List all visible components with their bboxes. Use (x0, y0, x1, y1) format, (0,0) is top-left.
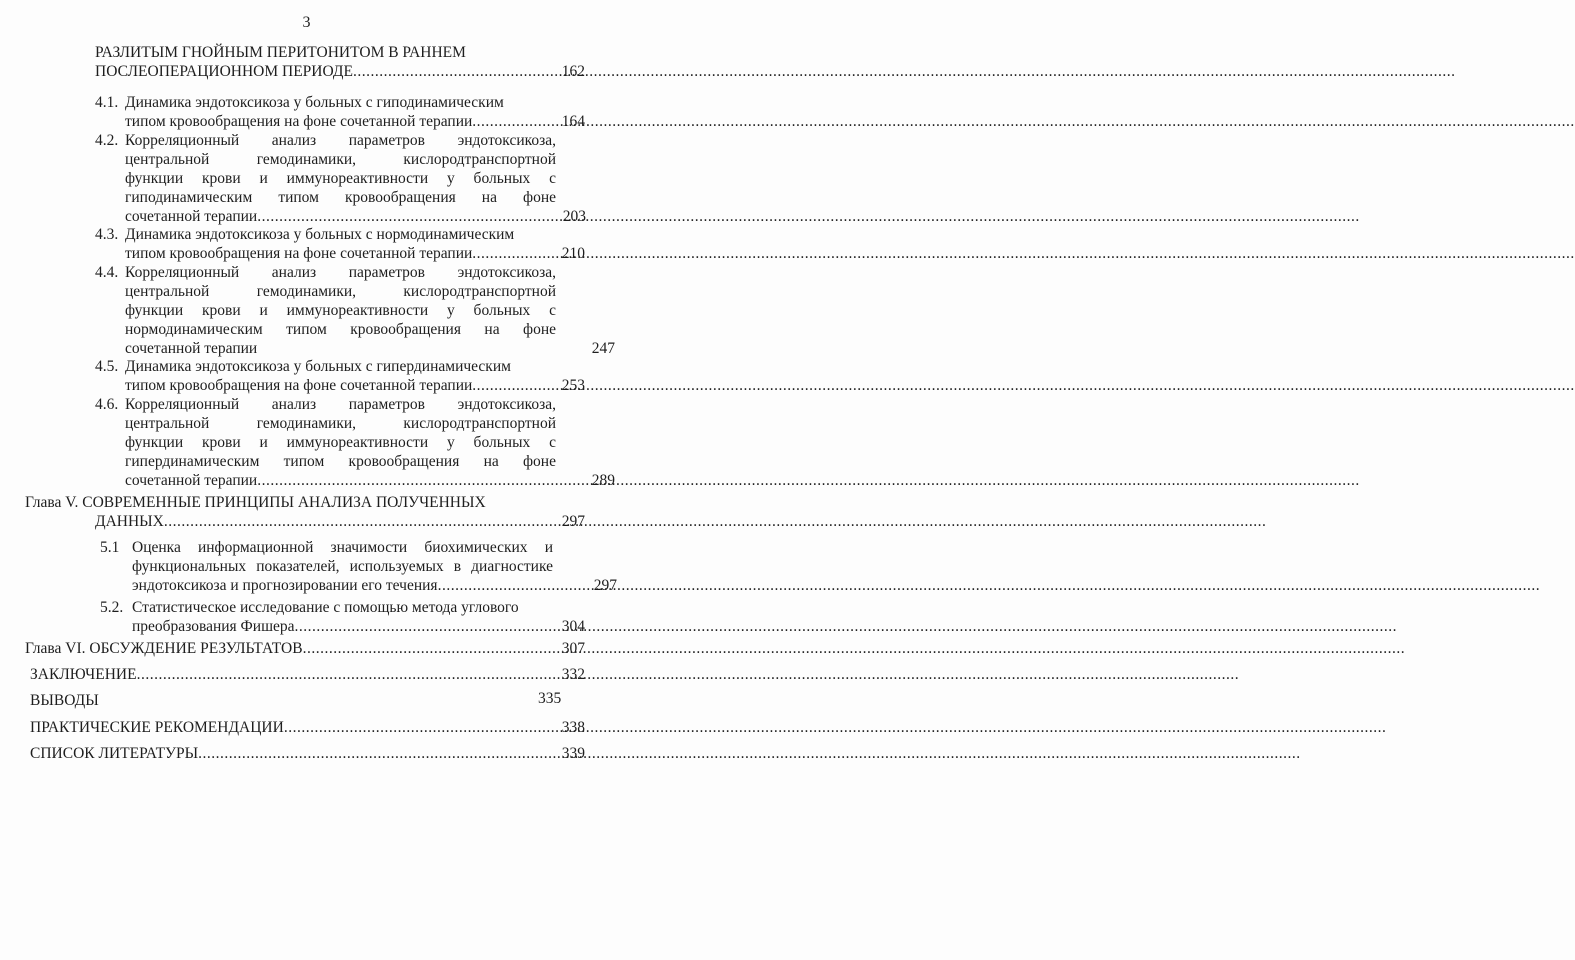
toc-section-number: 4.3. (95, 226, 119, 243)
toc-entry-chapter-5[interactable] (25, 493, 585, 531)
toc-entry-text: ПОСЛЕОПЕРАЦИОННОМ ПЕРИОДЕ (95, 63, 353, 80)
toc-entry-text: СПИСОК ЛИТЕРАТУРЫ (30, 745, 199, 762)
toc-line (30, 744, 585, 763)
toc-section-number: 4.4. (95, 264, 119, 281)
toc-line (95, 112, 585, 131)
toc-entry-text: преобразования Фишера (132, 618, 295, 635)
toc-entry-text: РАЗЛИТЫМ ГНОЙНЫМ ПЕРИТОНИТОМ В РАННЕМ (95, 44, 466, 61)
toc-entry-text: сочетанной терапии (125, 340, 258, 357)
toc-entry-chapter-4-tail[interactable] (95, 43, 585, 81)
toc-page-number: 307 (561, 640, 585, 657)
toc-entry-section-4-5[interactable] (95, 357, 585, 395)
toc-entry-text: гипердинамическим типом кровообращения на фоне (125, 453, 556, 470)
toc-leader-dots (295, 617, 561, 636)
toc-entry-section-4-3[interactable] (95, 225, 585, 263)
toc-line (25, 639, 585, 658)
toc-section-number: 5.2. (100, 599, 124, 616)
toc-leader-dots (438, 576, 593, 595)
toc-line (95, 131, 556, 150)
toc-leader-dots (353, 62, 561, 81)
toc-line (100, 538, 553, 557)
toc-line (100, 576, 617, 595)
toc-entry-text: эндотоксикоза и прогнозировании его течения (132, 577, 438, 594)
toc-entry-text: центральной гемодинамики, кислородтранспортной (125, 151, 556, 168)
toc-line (25, 512, 585, 531)
toc-leader-dots (257, 207, 562, 226)
toc-page-number: 335 (538, 690, 562, 707)
toc-entry-text: ВЫВОДЫ (30, 692, 99, 709)
toc-entry-text: ПРАКТИЧЕСКИЕ РЕКОМЕНДАЦИИ (30, 719, 284, 736)
toc-entry-text: Глава VI. ОБСУЖДЕНИЕ РЕЗУЛЬТАТОВ (25, 640, 303, 657)
toc-page-number: 332 (561, 666, 585, 683)
toc-page-number: 289 (591, 472, 615, 489)
toc-page-number: 304 (561, 618, 585, 635)
toc-entry-text: функции крови и иммунореактивности у больных с (125, 170, 556, 187)
toc-entry-text: Динамика эндотоксикоза у больных с нормодинамическим (125, 226, 515, 243)
toc-section-number: 4.5. (95, 358, 119, 375)
toc-entry-section-4-1[interactable] (95, 93, 585, 131)
toc-entry-text: сочетанной терапии (125, 208, 258, 225)
toc-line (95, 357, 585, 376)
toc-page-number: 297 (561, 513, 585, 530)
toc-entry-text: Корреляционный анализ параметров эндотоксикоза, (125, 132, 556, 149)
toc-page-number: 210 (561, 245, 585, 262)
toc-entry-text: центральной гемодинамики, кислородтранспортной (125, 283, 556, 300)
toc-entry-findings[interactable] (30, 691, 585, 710)
toc-leader-dots (303, 639, 561, 658)
toc-entry-text: сочетанной терапии (125, 472, 258, 489)
toc-line (95, 244, 585, 263)
toc-entry-section-5-2[interactable] (100, 598, 585, 636)
toc-leader-dots (472, 112, 560, 131)
toc-leader-dots (137, 665, 561, 684)
toc-entry-text: Динамика эндотоксикоза у больных с гипердинамическим (125, 358, 511, 375)
toc-entry-section-4-2[interactable] (95, 131, 586, 226)
toc-entry-references[interactable] (30, 744, 585, 763)
toc-leader-dots (164, 512, 561, 531)
toc-entry-text: центральной гемодинамики, кислородтранспортной (125, 415, 556, 432)
toc-entry-text: Динамика эндотоксикоза у больных с гиподинамическим (125, 94, 504, 111)
toc-line (30, 665, 585, 684)
toc-line (95, 43, 585, 62)
toc-entry-text: Корреляционный анализ параметров эндотоксикоза, (125, 396, 556, 413)
toc-section-number: 5.1 (100, 539, 120, 556)
toc-section-number: 4.2. (95, 132, 119, 149)
toc-leader-dots (472, 244, 560, 263)
toc-line (95, 62, 585, 81)
toc-page-number: 253 (561, 377, 585, 394)
toc-line (95, 471, 615, 490)
toc-entry-text: гиподинамическим типом кровообращения на фоне (125, 189, 556, 206)
toc-entry-text: Оценка информационной значимости биохимических и (132, 539, 553, 556)
toc-leader-dots (472, 376, 560, 395)
toc-entry-text: типом кровообращения на фоне сочетанной терапии (125, 377, 473, 394)
toc-page-number: 297 (593, 577, 617, 594)
toc-line (95, 376, 585, 395)
toc-page-number: 162 (561, 63, 585, 80)
toc-entry-text: Корреляционный анализ параметров эндотоксикоза, (125, 264, 556, 281)
toc-entry-text: функции крови и иммунореактивности у больных с (125, 302, 556, 319)
toc-entry-text: ЗАКЛЮЧЕНИЕ (30, 666, 137, 683)
toc-section-number: 4.6. (95, 396, 119, 413)
toc-section-number: 4.1. (95, 94, 119, 111)
toc-entry-chapter-6[interactable] (25, 639, 585, 658)
toc-line (95, 225, 585, 244)
toc-line (100, 598, 585, 617)
toc-page-number: 339 (561, 745, 585, 762)
toc-page-number: 164 (561, 113, 585, 130)
toc-page-number: 203 (562, 208, 586, 225)
toc-line (25, 493, 585, 512)
toc-line (30, 718, 585, 737)
toc-entry-section-4-6[interactable] (95, 395, 615, 490)
toc-leader-dots (257, 471, 591, 490)
toc-entry-text: типом кровообращения на фоне сочетанной терапии (125, 113, 473, 130)
toc-entry-section-4-4[interactable] (95, 263, 615, 358)
toc-entry-practical-recommendations[interactable] (30, 718, 585, 737)
toc-leader-dots (284, 718, 561, 737)
toc-entry-text: ДАННЫХ (95, 513, 164, 530)
page-number: 3 (302, 14, 311, 31)
toc-entry-text: Статистическое исследование с помощью метода углового (132, 599, 519, 616)
toc-line (95, 207, 586, 226)
toc-page-number: 338 (561, 719, 585, 736)
toc-page-number: 247 (591, 340, 615, 357)
toc-entry-text: типом кровообращения на фоне сочетанной терапии (125, 245, 473, 262)
toc-entry-section-5-1[interactable] (100, 538, 617, 595)
toc-line (95, 395, 556, 414)
toc-entry-text: нормодинамическим типом кровообращения на фоне (125, 321, 556, 338)
toc-leader-dots (198, 744, 561, 763)
toc-entry-text: функциональных показателей, используемых в диагностике (132, 558, 553, 575)
toc-entry-conclusion[interactable] (30, 665, 585, 684)
toc-line (100, 617, 585, 636)
toc-entry-text: Глава V. СОВРЕМЕННЫЕ ПРИНЦИПЫ АНАЛИЗА ПОЛУЧЕННЫХ (25, 494, 486, 511)
toc-line (95, 93, 585, 112)
toc-line (95, 339, 615, 358)
toc-entry-text: функции крови и иммунореактивности у больных с (125, 434, 556, 451)
toc-line (95, 263, 556, 282)
